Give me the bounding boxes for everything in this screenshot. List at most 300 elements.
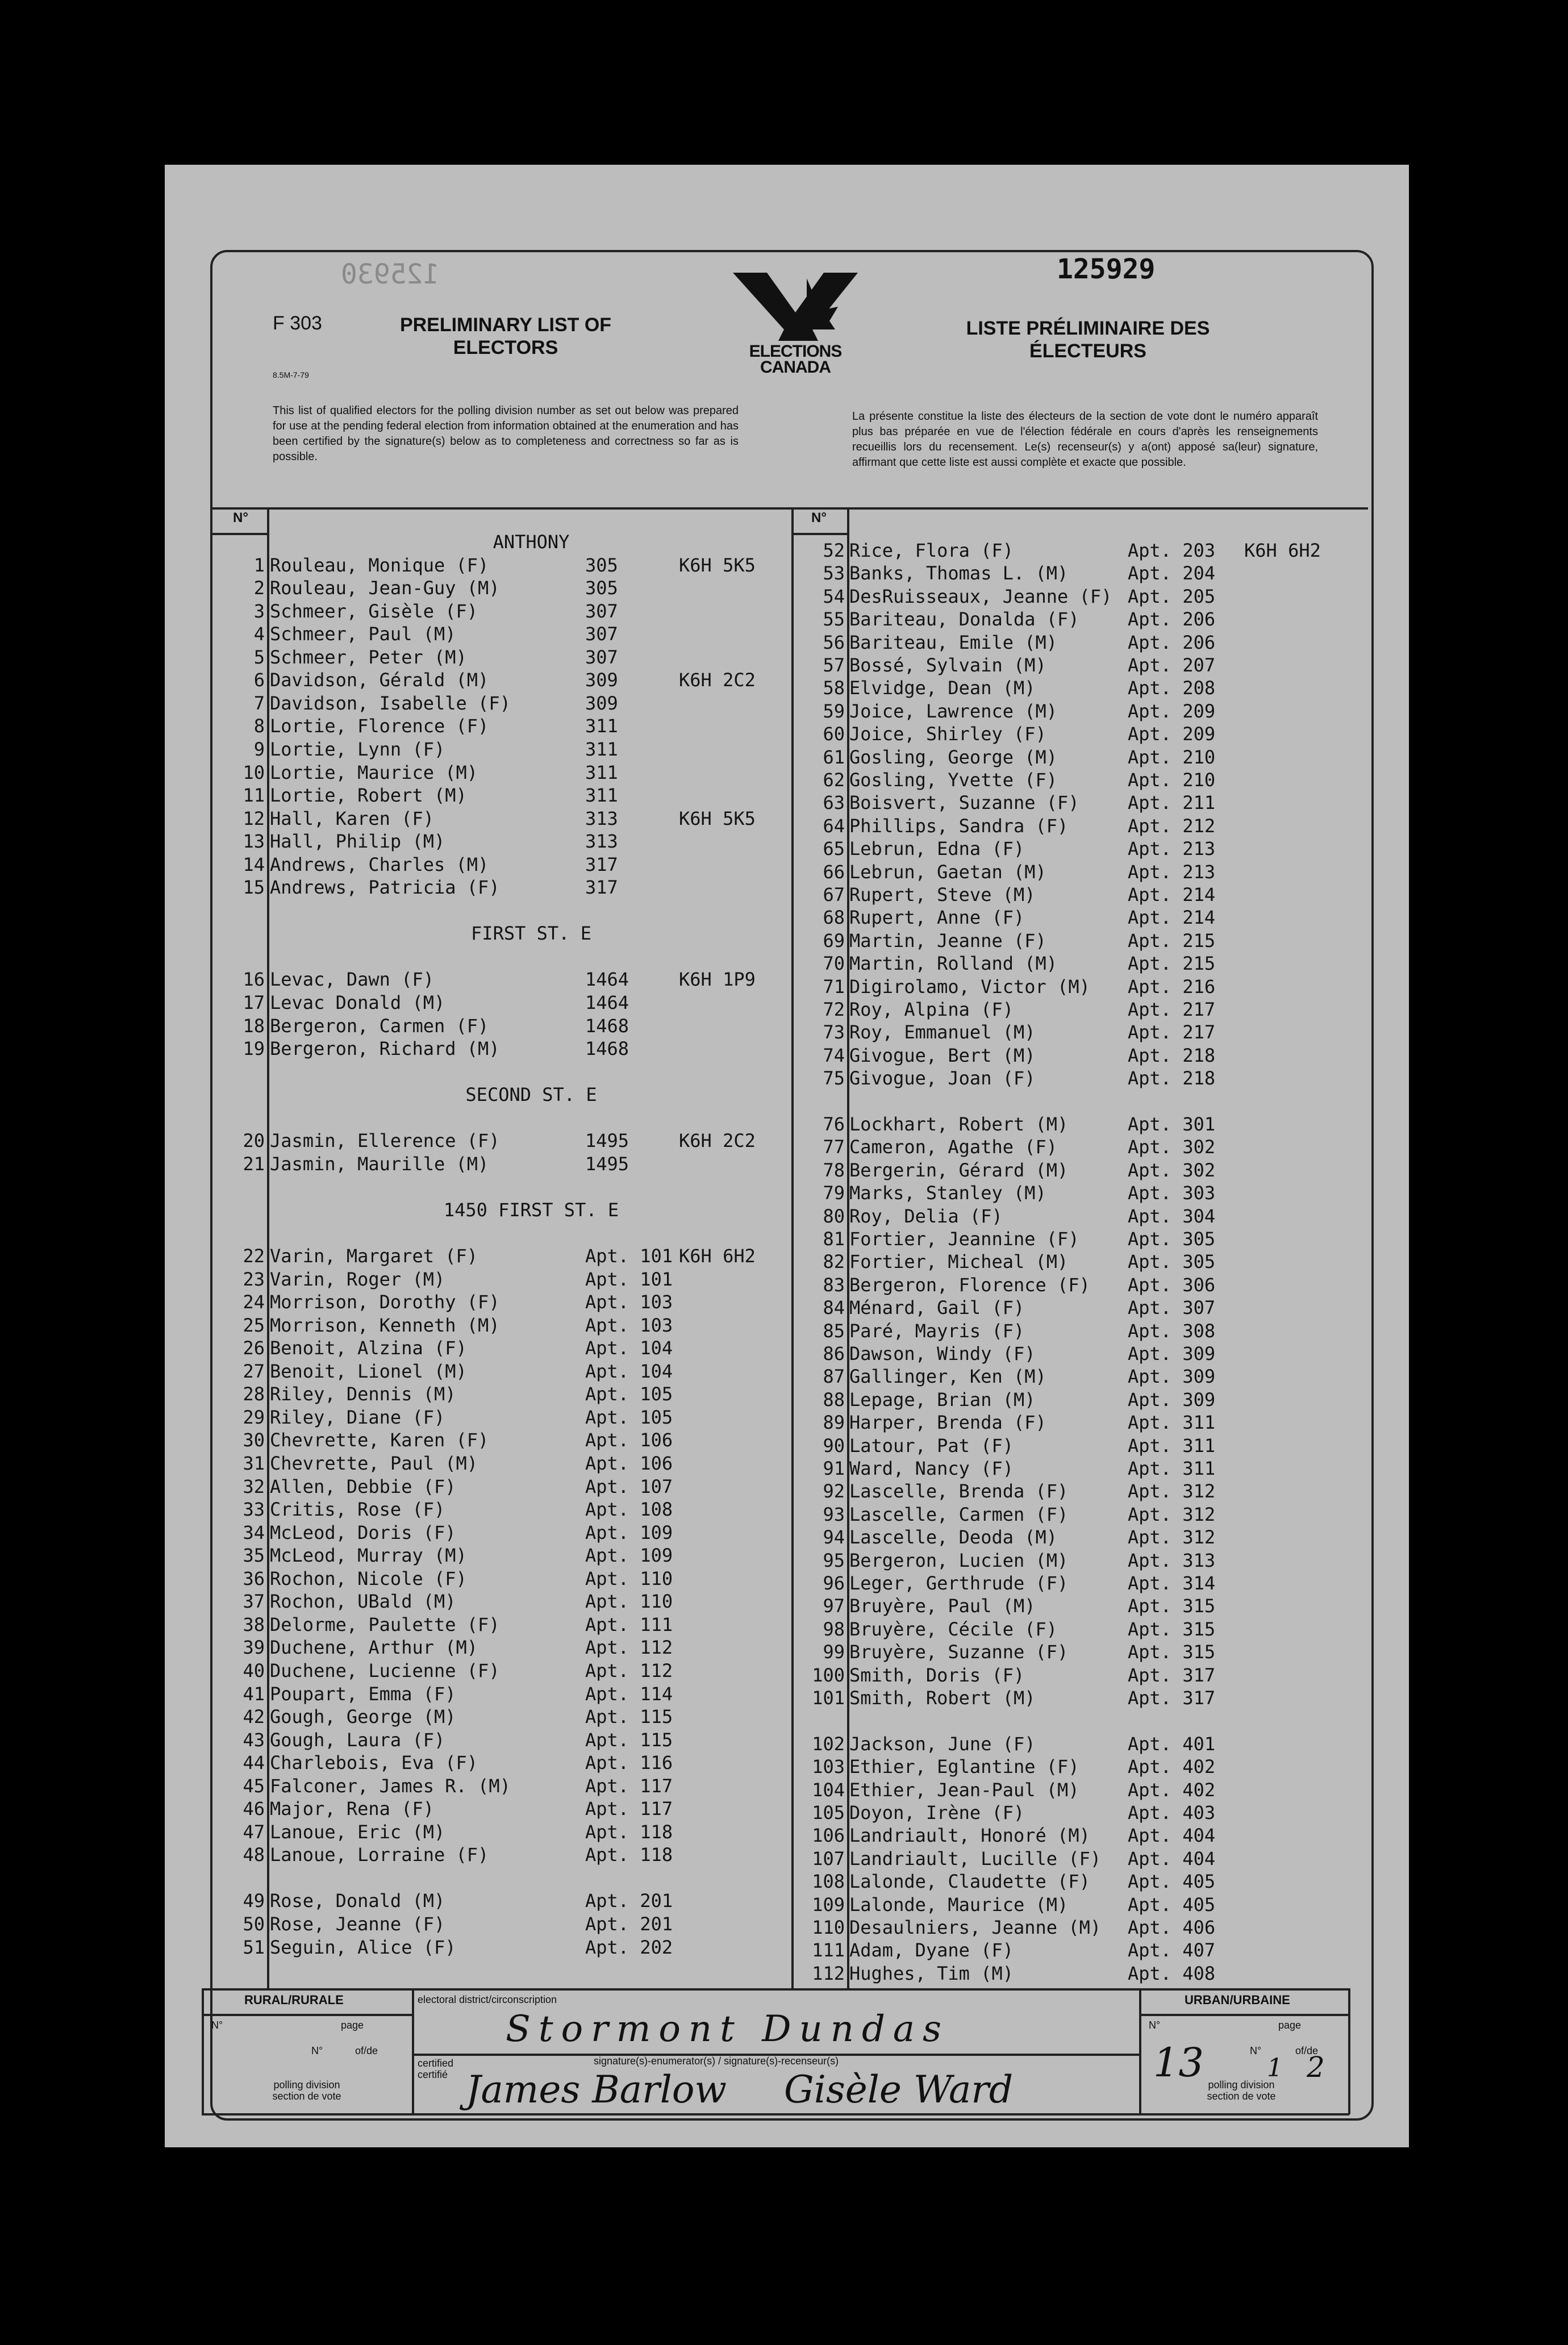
elector-name: Ethier, Jean-Paul (M) [849,1779,1079,1801]
elector-name: Paré, Mayris (F) [849,1320,1025,1342]
elector-name: Fortier, Jeannine (F) [849,1228,1079,1250]
elector-number: 40 [243,1659,265,1681]
district-label: electoral district/circonscription [418,1994,557,2005]
elector-number: 61 [823,746,845,768]
elector-name: Duchene, Arthur (M) [270,1637,478,1659]
elector-number: 102 [812,1733,845,1755]
elector-number: 97 [823,1595,845,1617]
elector-address: 309 [585,692,618,714]
elector-number: 31 [243,1453,265,1474]
elector-name: Morrison, Dorothy (F) [270,1291,500,1313]
elector-name: Gosling, Yvette (F) [849,769,1058,791]
urban-polling-label: polling division section de vote [1207,2079,1276,2102]
elector-name: Rose, Donald (M) [270,1890,445,1912]
elector-number: 48 [243,1844,265,1866]
street-heading: SECOND ST. E [465,1084,597,1106]
elector-name: Givogue, Joan (F) [849,1067,1036,1090]
elector-name: Rupert, Anne (F) [849,907,1025,929]
elector-number: 111 [812,1939,845,1962]
ghost-serial-number: 125930 [341,258,440,290]
elector-address: Apt. 109 [585,1545,673,1567]
urban-box-divider [1139,1988,1141,2114]
elector-number: 23 [243,1268,265,1290]
elector-address: Apt. 111 [585,1613,673,1635]
elector-number: 26 [243,1337,265,1359]
elector-address: Apt. 109 [585,1521,673,1543]
signature-2: Gisèle Ward [784,2068,1014,2112]
elector-name: Elvidge, Dean (M) [849,677,1036,699]
rural-box-divider [412,1988,414,2114]
street-heading: FIRST ST. E [471,923,591,945]
elector-address: Apt. 217 [1128,999,1216,1020]
elector-name: Lalonde, Claudette (F) [849,1871,1090,1893]
elector-name: Jackson, June (F) [849,1733,1036,1755]
elector-address: 317 [585,853,618,875]
elector-name: Schmeer, Paul (M) [270,623,456,645]
elector-address: Apt. 105 [585,1383,673,1405]
elector-number: 62 [823,769,845,791]
elector-number: 67 [823,884,845,906]
elector-address: 309 [585,669,618,691]
elector-number: 57 [823,654,845,676]
elector-number: 86 [823,1343,845,1365]
elector-number: 58 [823,677,845,699]
urban-page-no-label: N° [1250,2045,1262,2056]
elector-address: Apt. 314 [1128,1572,1216,1594]
elector-address: Apt. 118 [585,1821,673,1843]
elector-name: Varin, Margaret (F) [270,1245,478,1267]
elector-name: Major, Rena (F) [270,1798,434,1820]
elector-name: Joice, Lawrence (M) [849,700,1058,722]
elector-number: 30 [243,1429,265,1451]
elector-address: Apt. 315 [1128,1595,1216,1617]
elector-address: Apt. 107 [585,1475,673,1497]
elector-number: 56 [823,631,845,653]
elector-number: 15 [243,877,265,899]
elector-name: Rouleau, Jean-Guy (M) [270,577,500,599]
elector-address: Apt. 103 [585,1314,673,1336]
elector-number: 21 [243,1153,265,1175]
elector-address: Apt. 215 [1128,953,1216,975]
elector-name: Roy, Alpina (F) [849,999,1014,1020]
elector-number: 36 [243,1567,265,1589]
postal-code: K6H 6H2 [679,1245,756,1267]
elector-number: 29 [243,1406,265,1428]
elector-address: Apt. 105 [585,1406,673,1428]
urban-of-label: of/de [1295,2045,1319,2056]
elector-address: Apt. 116 [585,1752,673,1774]
elector-number: 110 [812,1917,845,1938]
elector-number: 4 [253,623,265,645]
elector-address: Apt. 307 [1128,1297,1216,1319]
elector-name: Levac Donald (M) [270,992,445,1013]
elector-name: Gough, Laura (F) [270,1729,445,1751]
elector-number: 83 [823,1274,845,1296]
rural-polling-label: polling division section de vote [272,2079,341,2102]
postal-code: K6H 1P9 [679,969,756,991]
elector-name: Gallinger, Ken (M) [849,1366,1046,1388]
elector-address: 313 [585,831,618,853]
elector-name: DesRuisseaux, Jeanne (F) [849,585,1112,607]
elector-number: 8 [253,715,265,737]
elector-name: Benoit, Lionel (M) [270,1360,467,1382]
elector-address: Apt. 311 [1128,1412,1216,1434]
elector-address: Apt. 312 [1128,1503,1216,1525]
elector-number: 88 [823,1388,845,1411]
elector-name: Allen, Debbie (F) [270,1475,456,1497]
form-number: F 303 [273,312,322,334]
elector-address: Apt. 211 [1128,792,1216,814]
elector-address: 307 [585,600,618,622]
elector-address: Apt. 303 [1128,1182,1216,1204]
elector-number: 47 [243,1821,265,1843]
elector-name: Lascelle, Carmen (F) [849,1503,1069,1525]
elector-name: Cameron, Agathe (F) [849,1136,1058,1158]
elector-number: 85 [823,1320,845,1342]
elector-number: 46 [243,1798,265,1820]
elector-address: Apt. 313 [1128,1549,1216,1571]
elector-name: Lascelle, Deoda (M) [849,1526,1058,1549]
elector-address: Apt. 209 [1128,723,1216,745]
elector-address: Apt. 406 [1128,1917,1216,1938]
elector-address: Apt. 104 [585,1360,673,1382]
intro-english: This list of qualified electors for the polling division number as set out below was prepared for use at the pending federal election from information obtained at the enumeration and has been certified by the signature(s) below as to completeness and correctness so far as is possible. [273,404,739,463]
elector-name: Bariteau, Donalda (F) [849,608,1079,631]
elector-number: 37 [243,1591,265,1613]
elector-address: Apt. 204 [1128,562,1216,585]
elector-address: Apt. 312 [1128,1526,1216,1549]
urban-label-border [1139,2014,1349,2016]
elector-number: 16 [243,969,265,991]
elector-address: Apt. 213 [1128,838,1216,860]
logo-text: ELECTIONS CANADA [749,342,842,377]
elector-number: 95 [823,1549,845,1571]
table-top-border [211,507,1368,510]
footer-left-border [202,1988,204,2114]
elector-number: 74 [823,1044,845,1066]
elector-name: Rupert, Steve (M) [849,884,1036,906]
elector-name: Bruyère, Cécile (F) [849,1618,1058,1640]
elector-address: Apt. 317 [1128,1664,1216,1686]
elector-name: Adam, Dyane (F) [849,1939,1014,1962]
elector-address: Apt. 214 [1128,884,1216,906]
elector-address: Apt. 202 [585,1936,673,1958]
elector-address: Apt. 110 [585,1567,673,1589]
serial-number: 125929 [1057,253,1156,285]
elector-address: Apt. 206 [1128,631,1216,653]
elector-name: Davidson, Gérald (M) [270,669,489,691]
elector-name: Rouleau, Monique (F) [270,554,489,576]
elector-name: Smith, Doris (F) [849,1664,1025,1686]
elector-name: Fortier, Micheal (M) [849,1251,1069,1273]
left-no-header-border [211,533,269,535]
elector-number: 6 [253,669,265,691]
elector-number: 68 [823,907,845,929]
elector-name: McLeod, Doris (F) [270,1521,456,1543]
elector-name: Bariteau, Emile (M) [849,631,1058,653]
elector-address: Apt. 402 [1128,1756,1216,1778]
elector-name: Morrison, Kenneth (M) [270,1314,500,1336]
elector-number: 70 [823,953,845,975]
elector-name: Lanoue, Eric (M) [270,1821,445,1843]
elector-number: 9 [253,738,265,760]
elector-name: Jasmin, Maurille (M) [270,1153,489,1175]
elector-number: 11 [243,785,265,807]
elector-name: Marks, Stanley (M) [849,1182,1046,1204]
elector-name: Rice, Flora (F) [849,540,1014,561]
elector-number: 1 [253,554,265,576]
elector-name: Delorme, Paulette (F) [270,1613,500,1635]
footer-bottom-border [202,2113,1349,2115]
elector-number: 35 [243,1545,265,1567]
elector-address: Apt. 207 [1128,654,1216,676]
elector-address: Apt. 101 [585,1268,673,1290]
district-value: Stormont Dundas [506,2008,949,2050]
elector-number: 80 [823,1205,845,1227]
elector-name: Banks, Thomas L. (M) [849,562,1069,585]
elector-address: 311 [585,761,618,783]
elector-number: 92 [823,1480,845,1503]
elector-number: 43 [243,1729,265,1751]
x-logo-shape [733,273,858,341]
elector-name: Riley, Dennis (M) [270,1383,456,1405]
elector-name: Rose, Jeanne (F) [270,1913,445,1935]
elector-address: 307 [585,646,618,668]
elector-number: 54 [823,585,845,607]
elector-number: 93 [823,1503,845,1525]
signature-label: signature(s)-enumerator(s) / signature(s)-recenseur(s) [594,2055,839,2067]
postal-code: K6H 2C2 [679,669,756,691]
elector-name: Lortie, Florence (F) [270,715,489,737]
elector-number: 22 [243,1245,265,1267]
right-no-header: N° [811,510,827,525]
elector-name: Ward, Nancy (F) [849,1458,1014,1479]
elector-number: 94 [823,1526,845,1549]
elector-address: Apt. 402 [1128,1779,1216,1801]
postal-code: K6H 5K5 [679,807,756,829]
elector-address: Apt. 408 [1128,1962,1216,1984]
elector-number: 60 [823,723,845,745]
elector-name: Riley, Diane (F) [270,1406,445,1428]
elector-number: 24 [243,1291,265,1313]
elector-address: 305 [585,577,618,599]
elector-number: 71 [823,975,845,998]
elector-number: 66 [823,861,845,883]
elector-address: Apt. 216 [1128,975,1216,998]
column-divider [791,507,794,1990]
elector-name: Ethier, Eglantine (F) [849,1756,1079,1778]
elector-address: Apt. 117 [585,1775,673,1797]
elector-number: 87 [823,1366,845,1388]
elector-address: Apt. 215 [1128,929,1216,952]
elector-address: 307 [585,623,618,645]
elector-number: 25 [243,1314,265,1336]
elector-number: 103 [812,1756,845,1778]
elector-address: 1468 [585,1038,629,1060]
elector-number: 41 [243,1683,265,1705]
elector-address: Apt. 213 [1128,861,1216,883]
elector-number: 5 [253,646,265,668]
elector-name: Gough, George (M) [270,1706,456,1728]
elector-number: 112 [812,1962,845,1984]
elector-number: 63 [823,792,845,814]
elector-number: 82 [823,1251,845,1273]
elector-name: Bossé, Sylvain (M) [849,654,1046,676]
elector-number: 108 [812,1871,845,1893]
elector-number: 27 [243,1360,265,1382]
elector-address: Apt. 210 [1128,769,1216,791]
elector-name: Levac, Dawn (F) [270,969,434,991]
elector-address: Apt. 315 [1128,1618,1216,1640]
elector-address: Apt. 405 [1128,1893,1216,1916]
elector-name: Andrews, Charles (M) [270,853,489,875]
urban-page-label: page [1278,2019,1302,2031]
elector-address: Apt. 305 [1128,1251,1216,1273]
elector-number: 3 [253,600,265,622]
elector-number: 2 [253,577,265,599]
street-heading: 1450 FIRST ST. E [443,1199,619,1221]
elector-name: Desaulniers, Jeanne (M) [849,1917,1102,1938]
elector-name: Bruyère, Paul (M) [849,1595,1036,1617]
elector-address: Apt. 311 [1128,1434,1216,1457]
elector-number: 76 [823,1113,845,1135]
elector-name: Lebrun, Gaetan (M) [849,861,1046,883]
elector-number: 51 [243,1936,265,1958]
elector-address: Apt. 201 [585,1890,673,1912]
elector-number: 64 [823,815,845,837]
elector-number: 53 [823,562,845,585]
elector-name: Bergeron, Carmen (F) [270,1015,489,1037]
elector-number: 12 [243,807,265,829]
elector-name: Lalonde, Maurice (M) [849,1893,1069,1916]
elector-number: 104 [812,1779,845,1801]
elector-number: 59 [823,700,845,722]
certified-label: certified certifié [418,2058,454,2080]
elector-name: Andrews, Patricia (F) [270,877,500,899]
elector-address: Apt. 203 [1128,540,1216,561]
elector-number: 34 [243,1521,265,1543]
elector-address: 311 [585,738,618,760]
elector-address: Apt. 218 [1128,1067,1216,1090]
elector-name: Jasmin, Ellerence (F) [270,1130,500,1152]
elector-name: Leger, Gerthrude (F) [849,1572,1069,1594]
elector-name: Bergeron, Richard (M) [270,1038,500,1060]
elector-address: Apt. 317 [1128,1687,1216,1709]
elector-number: 105 [812,1802,845,1824]
left-no-header: N° [233,510,248,525]
rural-page-label: page [341,2019,364,2031]
elector-name: Roy, Delia (F) [849,1205,1003,1227]
elector-address: Apt. 115 [585,1729,673,1751]
elector-number: 69 [823,929,845,952]
elector-address: Apt. 311 [1128,1458,1216,1479]
elector-number: 90 [823,1434,845,1457]
elector-number: 42 [243,1706,265,1728]
elector-name: Latour, Pat (F) [849,1434,1014,1457]
elector-number: 18 [243,1015,265,1037]
elector-address: 311 [585,785,618,807]
elector-address: Apt. 210 [1128,746,1216,768]
elector-number: 100 [812,1664,845,1686]
elector-number: 33 [243,1499,265,1521]
elector-number: 13 [243,831,265,853]
elector-address: Apt. 309 [1128,1366,1216,1388]
elector-address: Apt. 114 [585,1683,673,1705]
elector-name: Hall, Philip (M) [270,831,445,853]
urban-page-number: 1 [1267,2054,1283,2083]
elector-address: Apt. 112 [585,1637,673,1659]
elector-number: 45 [243,1775,265,1797]
urban-division-number: 13 [1153,2039,1204,2086]
signature-1: James Barlow [466,2068,727,2112]
elector-number: 107 [812,1847,845,1870]
elector-name: Bergeron, Lucien (M) [849,1549,1069,1571]
elector-name: Landriault, Honoré (M) [849,1825,1090,1847]
urban-label: URBAN/URBAINE [1185,1993,1290,2007]
elector-number: 32 [243,1475,265,1497]
elector-name: Doyon, Irène (F) [849,1802,1025,1824]
elector-number: 38 [243,1613,265,1635]
elector-name: Digirolamo, Victor (M) [849,975,1090,998]
postal-code: K6H 6H2 [1244,540,1321,561]
elector-address: Apt. 302 [1128,1159,1216,1181]
elector-name: Schmeer, Gisèle (F) [270,600,478,622]
elector-address: 1468 [585,1015,629,1037]
elector-address: Apt. 217 [1128,1021,1216,1044]
elector-name: Charlebois, Eva (F) [270,1752,478,1774]
intro-french: La présente constitue la liste des électeurs de la section de vote dont le numéro apparaît plus bas préparée en vue de l'élection fédérale en cours d'après les renseignements recueillis lors du recensement. Le(s) recenseur(s) y a(ont) apposé sa(leur) signature, affirmant que cette liste est aussi complète et exacte que possible. [852,410,1318,469]
elector-number: 75 [823,1067,845,1090]
elector-address: Apt. 405 [1128,1871,1216,1893]
elector-name: Varin, Roger (M) [270,1268,445,1290]
elector-address: Apt. 308 [1128,1320,1216,1342]
elector-address: 1495 [585,1153,629,1175]
elector-number: 77 [823,1136,845,1158]
elector-name: Gosling, George (M) [849,746,1058,768]
left-no-column-divider [267,507,269,1990]
elector-number: 55 [823,608,845,631]
elector-name: Hall, Karen (F) [270,807,434,829]
urban-no-label: N° [1149,2019,1161,2031]
elector-address: Apt. 302 [1128,1136,1216,1158]
rural-page-no-label: N° [311,2045,323,2056]
elector-name: McLeod, Murray (M) [270,1545,467,1567]
elector-name: Roy, Emmanuel (M) [849,1021,1036,1044]
footer-right-border [1348,1988,1350,2114]
elector-name: Bruyère, Suzanne (F) [849,1641,1069,1663]
elector-name: Lanoue, Lorraine (F) [270,1844,489,1866]
elector-address: 313 [585,807,618,829]
elector-address: Apt. 101 [585,1245,673,1267]
elector-address: Apt. 407 [1128,1939,1216,1962]
rural-of-label: of/de [355,2045,378,2056]
elector-address: Apt. 205 [1128,585,1216,607]
elector-number: 79 [823,1182,845,1204]
elector-address: Apt. 106 [585,1429,673,1451]
elector-name: Benoit, Alzina (F) [270,1337,467,1359]
right-no-header-border [793,533,849,535]
elector-address: Apt. 201 [585,1913,673,1935]
urban-page-total: 2 [1307,2051,1325,2084]
elector-address: Apt. 209 [1128,700,1216,722]
elector-number: 101 [812,1687,845,1709]
elector-name: Lortie, Maurice (M) [270,761,478,783]
elector-address: Apt. 104 [585,1337,673,1359]
elector-number: 91 [823,1458,845,1479]
footer-top-border [202,1988,1349,1991]
elector-address: Apt. 315 [1128,1641,1216,1663]
rural-label-border [202,2014,412,2016]
